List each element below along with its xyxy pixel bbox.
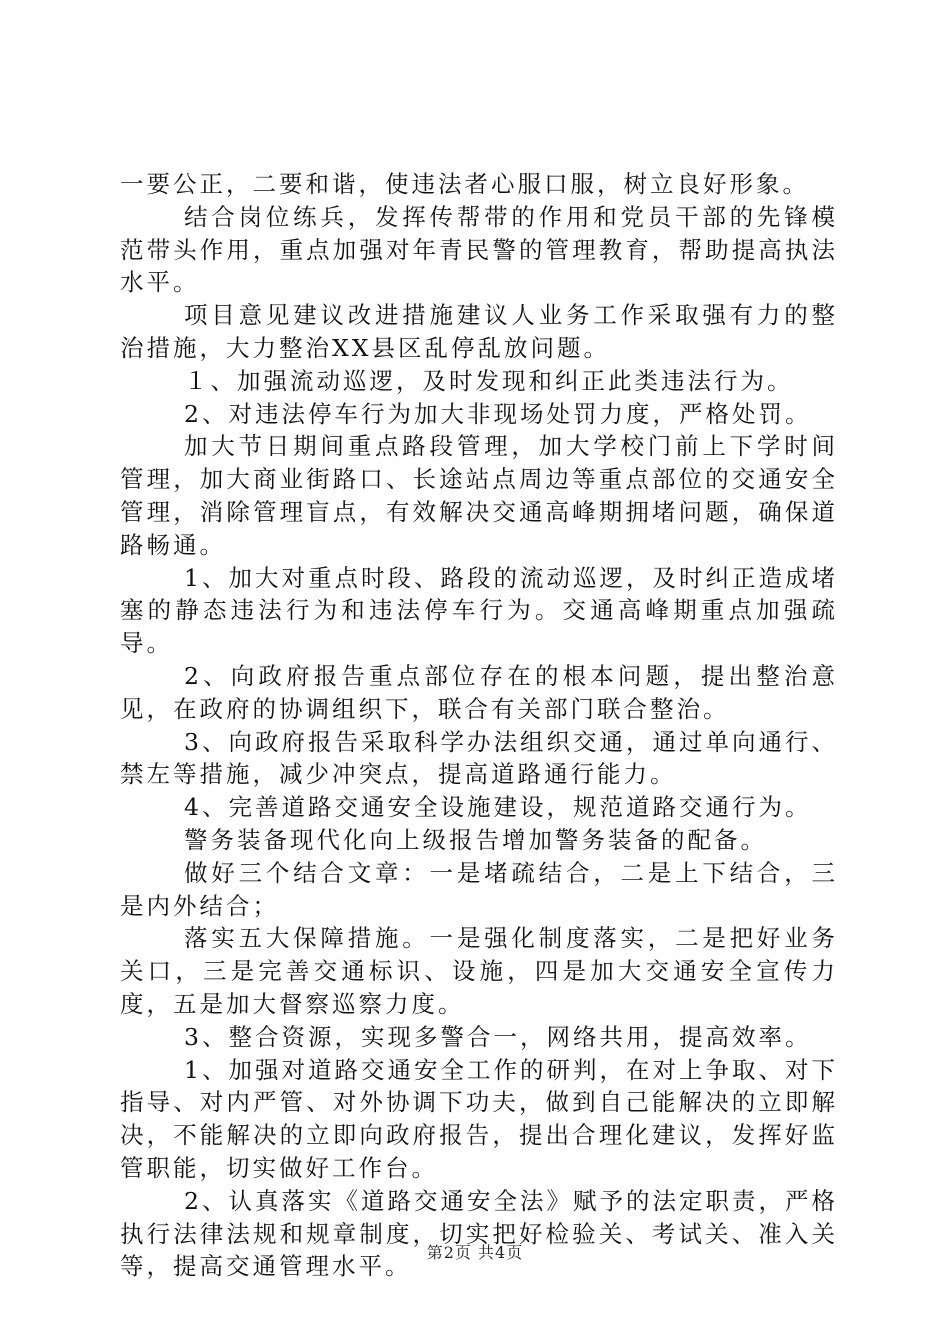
paragraph-6: 加大节日期间重点路段管理，加大学校门前上下学时间管理，加大商业街路口、长途站点周边等重点部位的交通安全管理，消除管理盲点，有效解决交通高峰期拥堵问题，确保道路畅通。 (120, 432, 838, 559)
paragraph-12: 做好三个结合文章：一是堵疏结合，二是上下结合，三是内外结合； (120, 858, 838, 920)
paragraph-16: 2、认真落实《道路交通安全法》赋予的法定职责，严格执行法律法规和规章制度，切实把好检验关、考试关、准入关等，提高交通管理水平。 (120, 1186, 838, 1281)
paragraph-2: 结合岗位练兵，发挥传帮带的作用和党员干部的先锋模范带头作用，重点加强对年青民警的管理教育，帮助提高执法水平。 (120, 202, 838, 297)
paragraph-10: 4、完善道路交通安全设施建设，规范道路交通行为。 (184, 793, 812, 822)
paragraph-14: 3、整合资源，实现多警合一，网络共用，提高效率。 (184, 1022, 812, 1051)
paragraph-1: 一要公正，二要和谐，使违法者心服口服，树立良好形象。 (120, 170, 809, 198)
paragraph-7: 1、加大对重点时段、路段的流动巡逻，及时纠正造成堵塞的静态违法行为和违法停车行为。交通高峰期重点加强疏导。 (120, 563, 838, 658)
paragraph-3: 项目意见建议改进措施建议人业务工作采取强有力的整治措施，大力整治XX县区乱停乱放问题。 (120, 301, 838, 362)
paragraph-8: 2、向政府报告重点部位存在的根本问题，提出整治意见，在政府的协调组织下，联合有关部门联合整治。 (120, 661, 838, 723)
page-number-footer: 第2页 共4页 (426, 1243, 524, 1262)
paragraph-9: 3、向政府报告采取科学办法组织交通，通过单向通行、禁左等措施，减少冲突点，提高道路通行能力。 (120, 727, 838, 789)
document-body (120, 168, 838, 1283)
paragraph-11: 警务装备现代化向上级报告增加警务装备的配备。 (184, 825, 767, 854)
paragraph-13: 落实五大保障措施。一是强化制度落实，二是把好业务关口，三是完善交通标识、设施，四是加大交通安全宣传力度，五是加大督察巡察力度。 (120, 924, 838, 1018)
paragraph-5: 2、对违法停车行为加大非现场处罚力度，严格处罚。 (184, 399, 812, 428)
paragraph-15: 1、加强对道路交通安全工作的研判，在对上争取、对下指导、对内严管、对外协调下功夫，做到自己能解决的立即解决，不能解决的立即向政府报告，提出合理化建议，发挥好监管职能，切实做好工作台。 (120, 1055, 838, 1182)
paragraph-4: １、加强流动巡逻，及时发现和纠正此类违法行为。 (184, 366, 794, 395)
